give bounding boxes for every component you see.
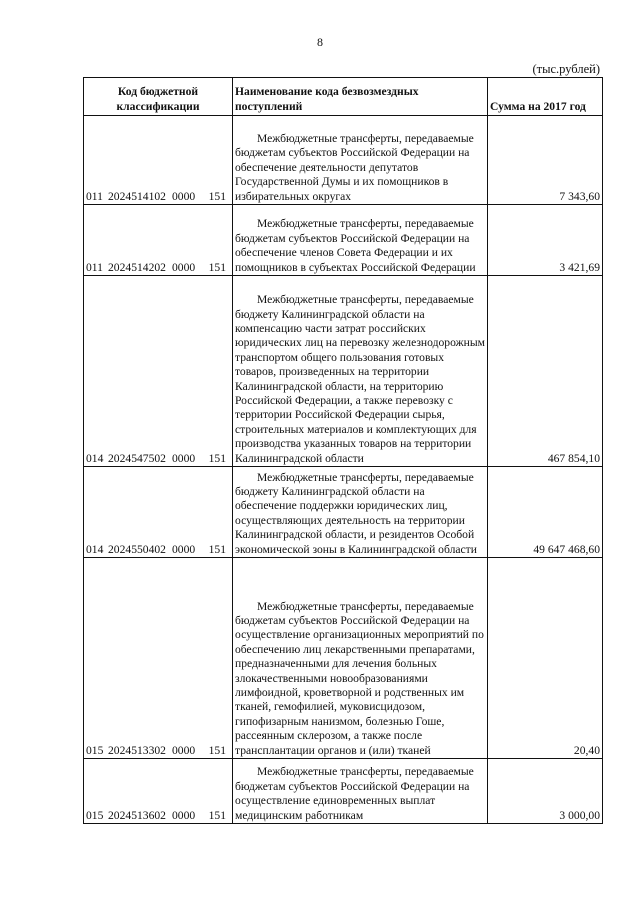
- kbk-code: 2024550402: [108, 542, 166, 556]
- sum-cell: 3 000,00: [488, 759, 603, 824]
- sum-cell: 7 343,60: [488, 116, 603, 205]
- code-cell: [84, 759, 233, 824]
- table-row: [84, 759, 603, 824]
- name-text: Межбюджетные трансферты, передаваемые бюджету Калининградской области на компенсацию части затрат российских юридических лиц на перевозку железнодорожным транспортом общего пользования готовых товаров, произведенных на территории Калининградской области, на территорию Российской Федерации, а также перевозку с территории Российской Федерации сырья, строительных материалов и комплектующих для производства указанных товаров на территории Калининградской области: [235, 293, 485, 465]
- name-text: Межбюджетные трансферты, передаваемые бюджету Калининградской области на обеспечение поддержки юридических лиц, осуществляющих деятельность на территории Калининградской области, и резидентов Особой экономической зоны в Калининградской области: [235, 470, 477, 556]
- code-cell: [84, 276, 233, 467]
- code-cell: [84, 558, 233, 759]
- kosgu-code: 151: [208, 189, 226, 203]
- table-row: [84, 467, 603, 558]
- header-code: Код бюджетной классификации: [84, 78, 233, 116]
- name-cell: [233, 205, 488, 276]
- program-code: 0000: [172, 189, 196, 203]
- admin-code: 014: [86, 542, 104, 556]
- table-body: [84, 116, 603, 824]
- sum-cell: 49 647 468,60: [488, 467, 603, 558]
- program-code: 0000: [172, 808, 196, 822]
- table-row: [84, 116, 603, 205]
- name-cell: [233, 116, 488, 205]
- header-row: [84, 78, 603, 116]
- code-cell: [84, 116, 233, 205]
- kbk-code: 2024547502: [108, 451, 166, 465]
- name-cell: [233, 276, 488, 467]
- kosgu-code: 151: [208, 451, 226, 465]
- admin-code: 015: [86, 808, 104, 822]
- table-row: [84, 276, 603, 467]
- table-row: [84, 205, 603, 276]
- admin-code: 011: [86, 189, 103, 203]
- units-label: (тыс.рублей): [532, 62, 600, 76]
- kosgu-code: 151: [208, 743, 226, 757]
- code-cell: [84, 467, 233, 558]
- kbk-code: 2024513302: [108, 743, 166, 757]
- program-code: 0000: [172, 743, 196, 757]
- program-code: 0000: [172, 260, 196, 274]
- kosgu-code: 151: [208, 808, 226, 822]
- kbk-code: 2024514202: [108, 260, 166, 274]
- header-name: Наименование кода безвозмездных поступлений: [233, 78, 488, 116]
- name-cell: [233, 759, 488, 824]
- header-sum: Сумма на 2017 год: [488, 78, 603, 116]
- table-row: [84, 558, 603, 759]
- name-cell: [233, 467, 488, 558]
- admin-code: 011: [86, 260, 103, 274]
- page-number: 8: [317, 35, 323, 49]
- code-cell: [84, 205, 233, 276]
- budget-table: [83, 77, 603, 824]
- kbk-code: 2024513602: [108, 808, 166, 822]
- sum-cell: 20,40: [488, 558, 603, 759]
- kbk-code: 2024514102: [108, 189, 166, 203]
- admin-code: 015: [86, 743, 104, 757]
- sum-cell: 3 421,69: [488, 205, 603, 276]
- name-text: Межбюджетные трансферты, передаваемые бюджетам субъектов Российской Федерации на обеспечение деятельности депутатов Государственной Думы и их помощников в избирательных округах: [235, 131, 474, 203]
- sum-cell: 467 854,10: [488, 276, 603, 467]
- program-code: 0000: [172, 451, 196, 465]
- name-text: Межбюджетные трансферты, передаваемые бюджетам субъектов Российской Федерации на обеспечение членов Совета Федерации и их помощников в субъектах Российской Федерации: [235, 217, 476, 274]
- kosgu-code: 151: [208, 542, 226, 556]
- name-text: Межбюджетные трансферты, передаваемые бюджетам субъектов Российской Федерации на осуществление единовременных выплат медицинским работникам: [235, 765, 474, 822]
- name-cell: [233, 558, 488, 759]
- name-text: Межбюджетные трансферты, передаваемые бюджетам субъектов Российской Федерации на осуществление организационных мероприятий по обеспечению лиц лекарственными препаратами, предназначенными для лечения больных злокачественными новообразованиями лимфоидной, кроветворной и родственных им тканей, гемофилией, муковисцидозом, гипофизарным нанизмом, болезнью Гоше, рассеянным склерозом, а также после трансплантации органов и (или) тканей: [235, 599, 484, 757]
- program-code: 0000: [172, 542, 196, 556]
- admin-code: 014: [86, 451, 104, 465]
- kosgu-code: 151: [208, 260, 226, 274]
- table-header: [84, 78, 603, 116]
